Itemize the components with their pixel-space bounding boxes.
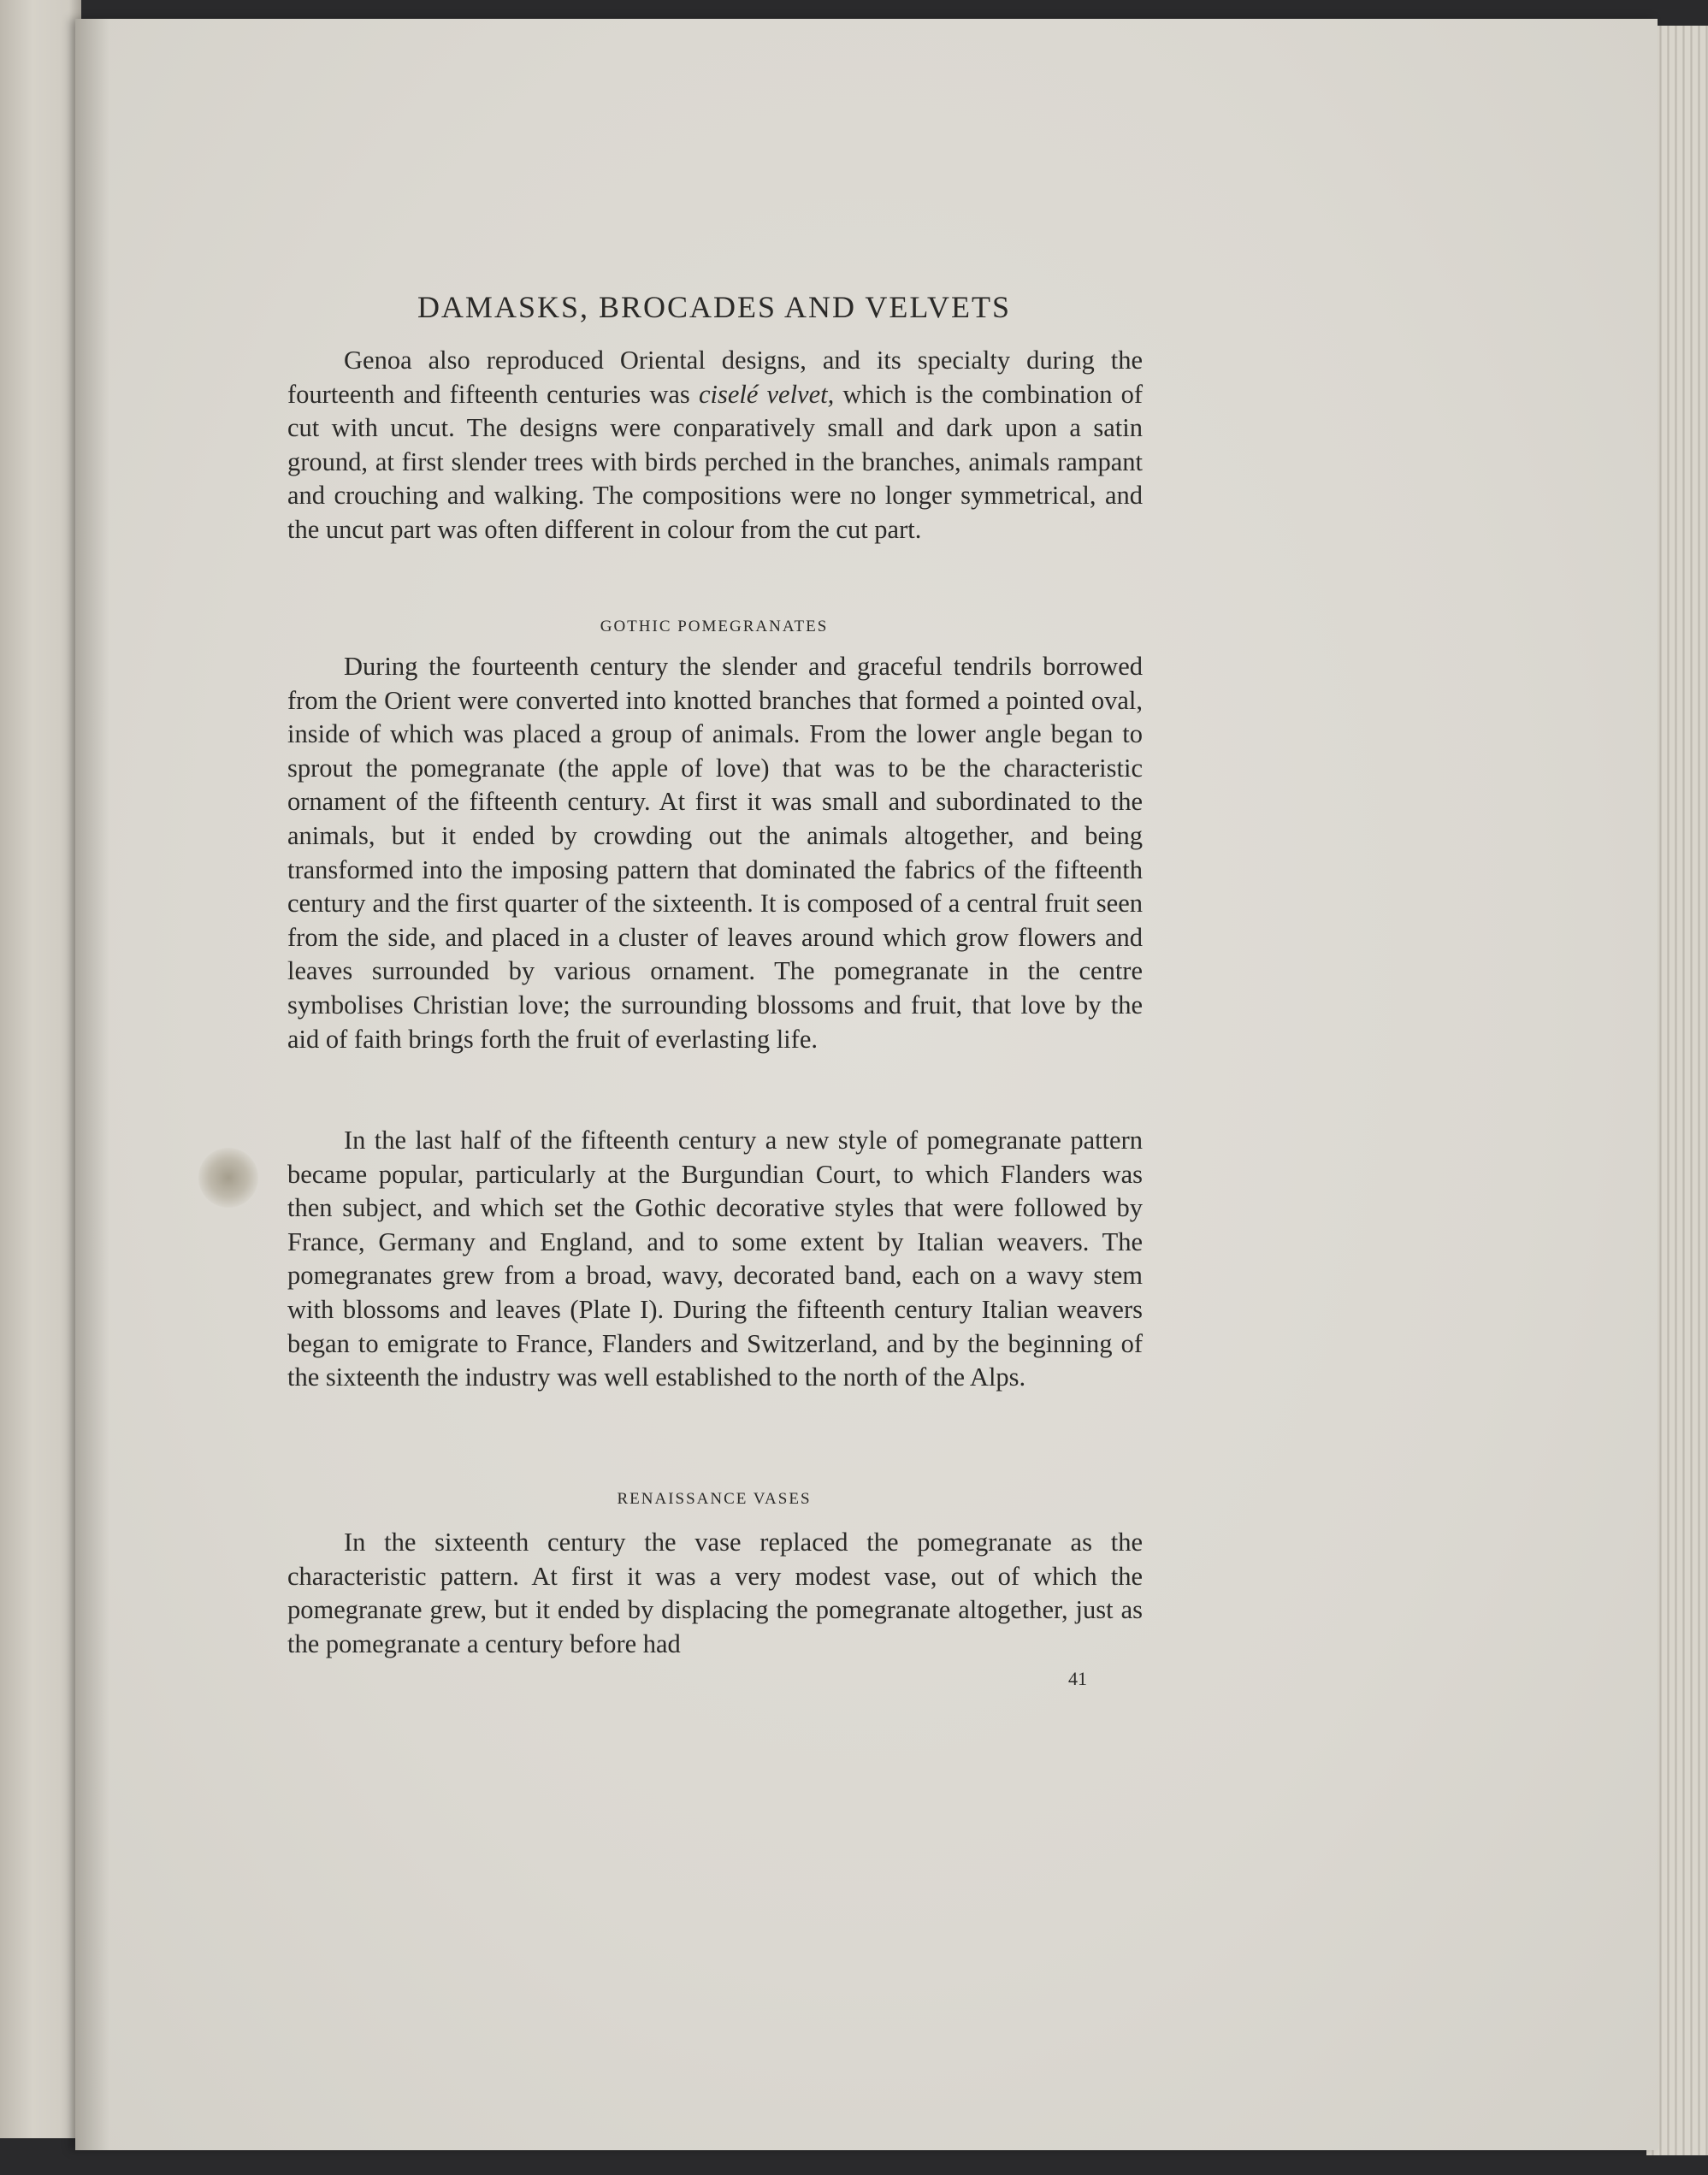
paragraph-text: Genoa also reproduced Oriental designs, and its specialty during the fourteenth and fifteenth centuries was: [287, 346, 1143, 409]
paragraph-fourteenth-century: During the fourteenth century the slender and graceful tendrils borrowed from the Orient were converted into knotted branches that formed a pointed oval, inside of which was placed a group of animals. From the lower angle began to sprout the pomegranate (the apple of love) that was to be the characteristic ornament of the fifteenth century. At first it was small and subordinated to the animals, but it ended by crowding out the animals altogether, and being transformed into the imposing pattern that dominated the fabrics of the fifteenth century and the first quarter of the sixteenth. It is composed of a central fruit seen from the side, and placed in a cluster of leaves around which grow flowers and leaves surrounded by various ornament. The pomegranate in the centre symbolises Christian love; the surrounding blossoms and fruit, that love by the aid of faith brings forth the fruit of everlasting life.: [287, 652, 1143, 1054]
section-heading-renaissance-vases: RENAISSANCE VASES: [617, 1490, 812, 1508]
paragraph-last-half: In the last half of the fifteenth century a new style of pomegranate pattern became popular, particularly at the Burgundian Court, to which Flanders was then subject, and which set the Gothic decorative styles that were followed by France, Germany and England, and to some extent by Italian weavers. The pomegranates grew from a broad, wavy, decorated band, each on a wavy stem with blossoms and leaves (Plate I). During the fifteenth century Italian weavers began to emigrate to France, Flanders and Switzerland, and by the beginning of the sixteenth the industry was well established to the north of the Alps.: [287, 1126, 1143, 1392]
section-heading-gothic-pomegranates: GOTHIC POMEGRANATES: [600, 618, 829, 635]
paragraph-text: which is the combination of cut with uncut. The designs were conparatively small and dark upon a satin ground, at first slender trees with birds perched in the branches, animals rampant and crouching and walking. The compositions were no longer symmetrical, and the uncut part was often different in colour from the cut part.: [287, 379, 1144, 544]
binding-shadow: [75, 19, 109, 2150]
paper-stain: [198, 1148, 258, 1208]
previous-page-edge: [0, 0, 81, 2138]
book-page: [75, 19, 1658, 2150]
italic-term: ciselé velvet,: [698, 379, 835, 409]
page-number: 41: [1068, 1668, 1087, 1689]
paragraph-genoa: [287, 344, 1143, 547]
paragraph-sixteenth-century: In the sixteenth century the vase replaced the pomegranate as the characteristic pattern. At first it was a very modest vase, out of which the pomegranate grew, but it ended by displacing the pomegranate altogether, just as the pomegranate a century before had: [287, 1528, 1143, 1658]
running-head: DAMASKS, BROCADES AND VELVETS: [417, 290, 1012, 324]
